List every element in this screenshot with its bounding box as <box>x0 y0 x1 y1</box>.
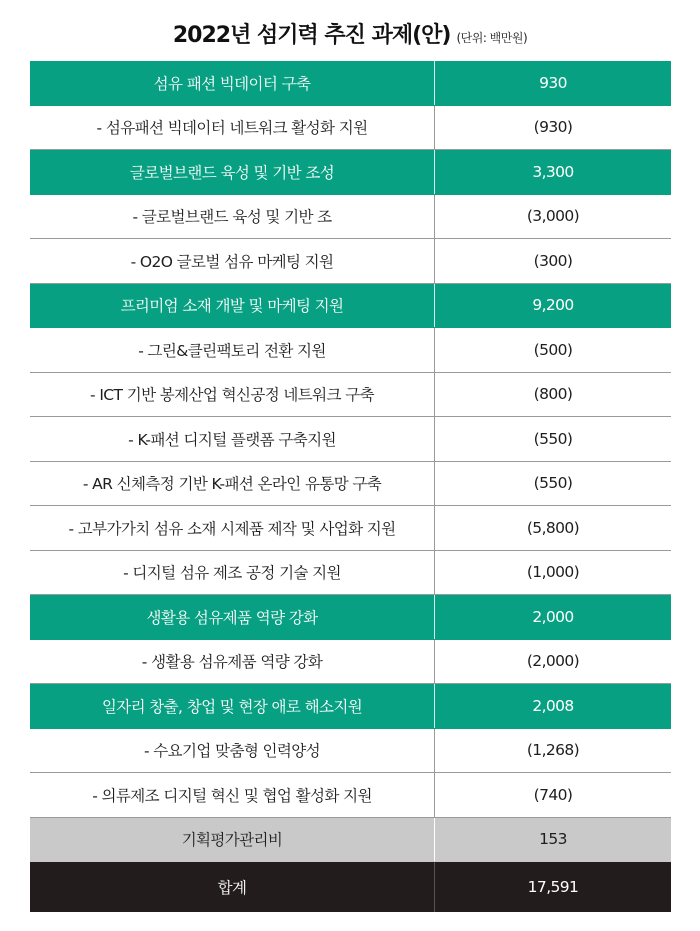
table-row-total <box>30 862 671 913</box>
table-row <box>30 328 671 373</box>
item-value: (500) <box>435 328 672 373</box>
item-value: (3,000) <box>435 194 672 239</box>
table-row <box>30 728 671 773</box>
item-label: 생활용 섬유제품 역량 강화 <box>30 595 435 640</box>
item-value: (1,000) <box>435 550 672 595</box>
table-row <box>30 150 671 195</box>
item-label: - K-패션 디지털 플랫폼 구축지원 <box>30 417 435 462</box>
table-row <box>30 506 671 551</box>
item-label: - 의류제조 디지털 혁신 및 협업 활성화 지원 <box>30 773 435 818</box>
item-value: (2,000) <box>435 639 672 684</box>
unit-note: (단위: 백만원) <box>456 31 528 45</box>
table-row <box>30 283 671 328</box>
item-value: (930) <box>435 105 672 150</box>
item-value: (740) <box>435 773 672 818</box>
item-label: - AR 신체측정 기반 K-패션 온라인 유통망 구축 <box>30 461 435 506</box>
table-row <box>30 105 671 150</box>
title-row <box>0 18 700 58</box>
total-value: 17,591 <box>435 862 672 913</box>
item-value: 3,300 <box>435 150 672 195</box>
table-row <box>30 372 671 417</box>
item-label: 프리미엄 소재 개발 및 마케팅 지원 <box>30 283 435 328</box>
table-row <box>30 595 671 640</box>
item-value: (800) <box>435 372 672 417</box>
item-label: - 그린&클린팩토리 전환 지원 <box>30 328 435 373</box>
item-label: - 디지털 섬유 제조 공정 기술 지원 <box>30 550 435 595</box>
item-label: - 섬유패션 빅데이터 네트워크 활성화 지원 <box>30 105 435 150</box>
table-row <box>30 461 671 506</box>
item-label: 기획평가관리비 <box>30 817 435 862</box>
table-row <box>30 61 671 105</box>
item-label: - 고부가가치 섬유 소재 시제품 제작 및 사업화 지원 <box>30 506 435 551</box>
item-value: (5,800) <box>435 506 672 551</box>
item-label: 일자리 창출, 창업 및 현장 애로 해소지원 <box>30 684 435 729</box>
table-row <box>30 639 671 684</box>
item-value: (1,268) <box>435 728 672 773</box>
total-label: 합계 <box>30 862 435 913</box>
budget-table <box>30 61 671 912</box>
item-label: - 생활용 섬유제품 역량 강화 <box>30 639 435 684</box>
item-value: (300) <box>435 239 672 284</box>
item-value: 9,200 <box>435 283 672 328</box>
item-value: 2,000 <box>435 595 672 640</box>
table-row <box>30 773 671 818</box>
table-row <box>30 194 671 239</box>
item-label: 글로벌브랜드 육성 및 기반 조성 <box>30 150 435 195</box>
item-label: - 수요기업 맞춤형 인력양성 <box>30 728 435 773</box>
item-label: - O2O 글로벌 섬유 마케팅 지원 <box>30 239 435 284</box>
item-value: (550) <box>435 417 672 462</box>
item-label: 섬유 패션 빅데이터 구축 <box>30 61 435 105</box>
table-title: 2022년 섬기력 추진 과제(안) <box>172 23 451 48</box>
table-row-admin-cost <box>30 817 671 862</box>
table-row <box>30 684 671 729</box>
item-value: (550) <box>435 461 672 506</box>
table-row <box>30 239 671 284</box>
item-label: - 글로벌브랜드 육성 및 기반 조 <box>30 194 435 239</box>
item-value: 2,008 <box>435 684 672 729</box>
item-label: - ICT 기반 봉제산업 혁신공정 네트워크 구축 <box>30 372 435 417</box>
item-value: 930 <box>435 61 672 105</box>
table-row <box>30 417 671 462</box>
item-value: 153 <box>435 817 672 862</box>
table-row <box>30 550 671 595</box>
